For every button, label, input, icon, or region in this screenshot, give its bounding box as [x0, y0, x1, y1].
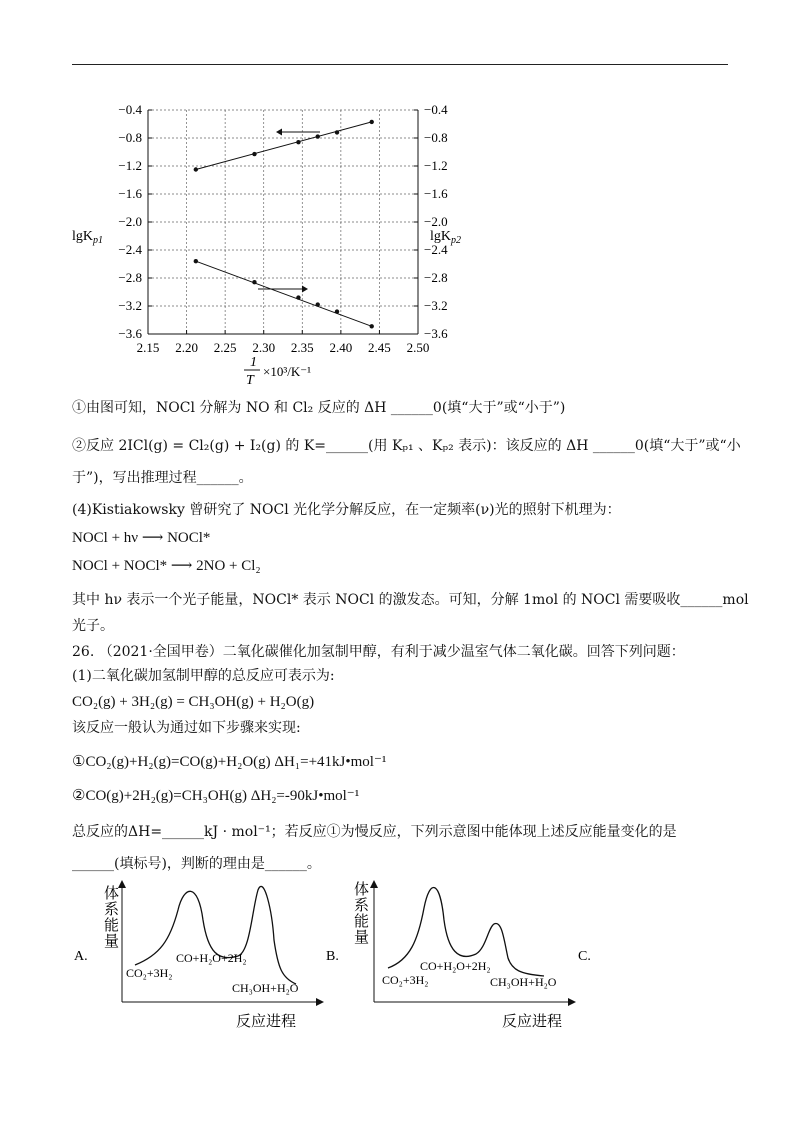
- diagram-a-ylabel-3: 能: [104, 918, 120, 934]
- diagram-b-reactant: CO₂+3H₂: [382, 973, 429, 987]
- q2-line-a: ②反应 2ICl(g) = Cl₂(g) + I₂(g) 的 K=______(用 Kₚ₁ 、Kₚ₂ 表示)：该反应的 ΔH ______0(填“大于”或“小: [72, 438, 741, 454]
- diagram-b-xlabel: 反应进程: [502, 1014, 563, 1030]
- lgkp-chart: [0, 90, 800, 490]
- diagram-b-ylabel-4: 量: [354, 930, 370, 946]
- series-0-point: [296, 140, 300, 144]
- y2-tick-label: −1.6: [424, 186, 448, 201]
- y1-tick-label: −3.6: [118, 326, 142, 341]
- y2-tick-label: −3.6: [424, 326, 448, 341]
- q1-line: ①由图可知，NOCl 分解为 NO 和 Cl₂ 反应的 ΔH ______0(填“大于”或“小于”): [72, 400, 566, 416]
- x-label-den: T: [246, 373, 254, 388]
- delta-h-question-2: ______(填标号)，判断的理由是______。: [72, 856, 321, 872]
- y1-tick-label: −3.2: [118, 298, 142, 313]
- mechanism-step-1: NOCl + hν ⟶ NOCl*: [72, 530, 211, 546]
- energy-diagrams: [0, 880, 800, 1050]
- series-1-point: [316, 302, 320, 306]
- y1-tick-label: −2.8: [118, 270, 142, 285]
- step-2-equation: ②CO(g)+2H₂(g)=CH₃OH(g) ΔH₂=-90kJ•mol⁻¹: [72, 788, 360, 804]
- y1-tick-label: −0.4: [118, 102, 142, 117]
- series-0-line: [196, 122, 372, 170]
- x-label-num: 1: [250, 355, 257, 370]
- diagram-b: [326, 880, 576, 1030]
- y1-axis-label: lgK$_{p1}$: [72, 229, 103, 246]
- diagram-c-label: C.: [578, 949, 591, 964]
- q26-line: 26. （2021·全国甲卷）二氧化碳催化加氢制甲醇，有利于减少温室气体二氧化碳。回答下列问题：: [72, 644, 685, 660]
- x-tick-label: 2.20: [175, 340, 198, 355]
- y2-tick-label: −1.2: [424, 158, 448, 173]
- steps-intro: 该反应一般认为通过如下步骤来实现:: [72, 720, 301, 736]
- x-tick-label: 2.40: [329, 340, 353, 355]
- header-rule: [72, 64, 728, 65]
- diagram-a-ylabel-4: 量: [104, 934, 120, 950]
- diagram-b-label: B.: [326, 949, 339, 964]
- y2-tick-label: −3.2: [424, 298, 448, 313]
- q4-line-b: 其中 hν 表示一个光子能量，NOCl* 表示 NOCl 的激发态。可知，分解 1mol 的 NOCl 需要吸收______mol: [72, 592, 749, 608]
- q2-line-b: 于”)，写出推理过程______。: [72, 470, 253, 486]
- y2-axis-label: lgK$_{p2}$: [430, 229, 461, 246]
- series-0-point: [194, 167, 198, 171]
- q4-line-c: 光子。: [72, 618, 114, 634]
- diagram-a-ylabel-1: 体: [104, 886, 120, 902]
- diagram-b-ylabel-2: 系: [354, 898, 370, 914]
- x-tick-label: 2.50: [406, 340, 430, 355]
- diagram-a-label: A.: [74, 949, 88, 964]
- arrow-left-upper: [276, 129, 320, 136]
- x-tick-label: 2.15: [136, 340, 160, 355]
- y2-tick-label: −2.8: [424, 270, 448, 285]
- x-tick-label: 2.30: [252, 340, 276, 355]
- total-equation: CO₂(g) + 3H₂(g) = CH₃OH(g) + H₂O(g): [72, 694, 315, 710]
- x-tick-label: 2.25: [213, 340, 237, 355]
- series-1-point: [194, 259, 198, 263]
- diagram-a-reactant: CO₂+3H₂: [126, 966, 173, 980]
- y2-tick-label: −2.4: [424, 242, 448, 257]
- x-label-suffix: ×10³/K⁻¹: [263, 364, 311, 379]
- y1-tick-label: −2.0: [118, 214, 142, 229]
- series-1-point: [370, 324, 374, 328]
- diagram-b-ylabel-1: 体: [354, 882, 370, 898]
- diagram-a-xlabel: 反应进程: [236, 1014, 297, 1030]
- diagram-a-product: CH₃OH+H₂O: [232, 981, 299, 995]
- series-0-point: [316, 134, 320, 138]
- chart-series: [194, 120, 374, 329]
- series-1-line: [196, 261, 372, 326]
- series-0-point: [335, 130, 339, 134]
- y2-tick-label: −0.4: [424, 102, 448, 117]
- y1-tick-label: −1.6: [118, 186, 142, 201]
- chart-ticks: [118, 102, 448, 355]
- diagram-a-ylabel-2: 系: [104, 902, 120, 918]
- series-1-point: [252, 280, 256, 284]
- series-1-point: [335, 309, 339, 313]
- series-0-point: [370, 120, 374, 124]
- x-tick-label: 2.35: [290, 340, 314, 355]
- delta-h-question: 总反应的ΔH=______kJ · mol⁻¹；若反应①为慢反应，下列示意图中能体现上述反应能量变化的是: [72, 824, 677, 840]
- y2-tick-label: −2.0: [424, 214, 448, 229]
- series-1-point: [296, 295, 300, 299]
- diagram-b-product: CH₃OH+H₂O: [490, 975, 557, 989]
- diagram-a-intermediate: CO+H₂O+2H₂: [176, 951, 247, 965]
- series-0-point: [252, 152, 256, 156]
- diagram-b-ylabel-3: 能: [354, 914, 370, 930]
- y2-tick-label: −0.8: [424, 130, 448, 145]
- y1-tick-label: −1.2: [118, 158, 142, 173]
- q26-1-line: (1)二氧化碳加氢制甲醇的总反应可表示为:: [72, 668, 335, 684]
- y1-tick-label: −2.4: [118, 242, 142, 257]
- diagram-a: [74, 880, 324, 1030]
- step-1-equation: ①CO₂(g)+H₂(g)=CO(g)+H₂O(g) ΔH₁=+41kJ•mol⁻¹: [72, 754, 387, 770]
- x-tick-label: 2.45: [368, 340, 391, 355]
- mechanism-step-2: NOCl + NOCl* ⟶ 2NO + Cl₂: [72, 558, 261, 574]
- y1-tick-label: −0.8: [118, 130, 142, 145]
- q4-line: (4)Kistiakowsky 曾研究了 NOCl 光化学分解反应，在一定频率(ν)光的照射下机理为：: [72, 502, 621, 518]
- chart-grid: [148, 110, 418, 334]
- diagram-b-intermediate: CO+H₂O+2H₂: [420, 959, 491, 973]
